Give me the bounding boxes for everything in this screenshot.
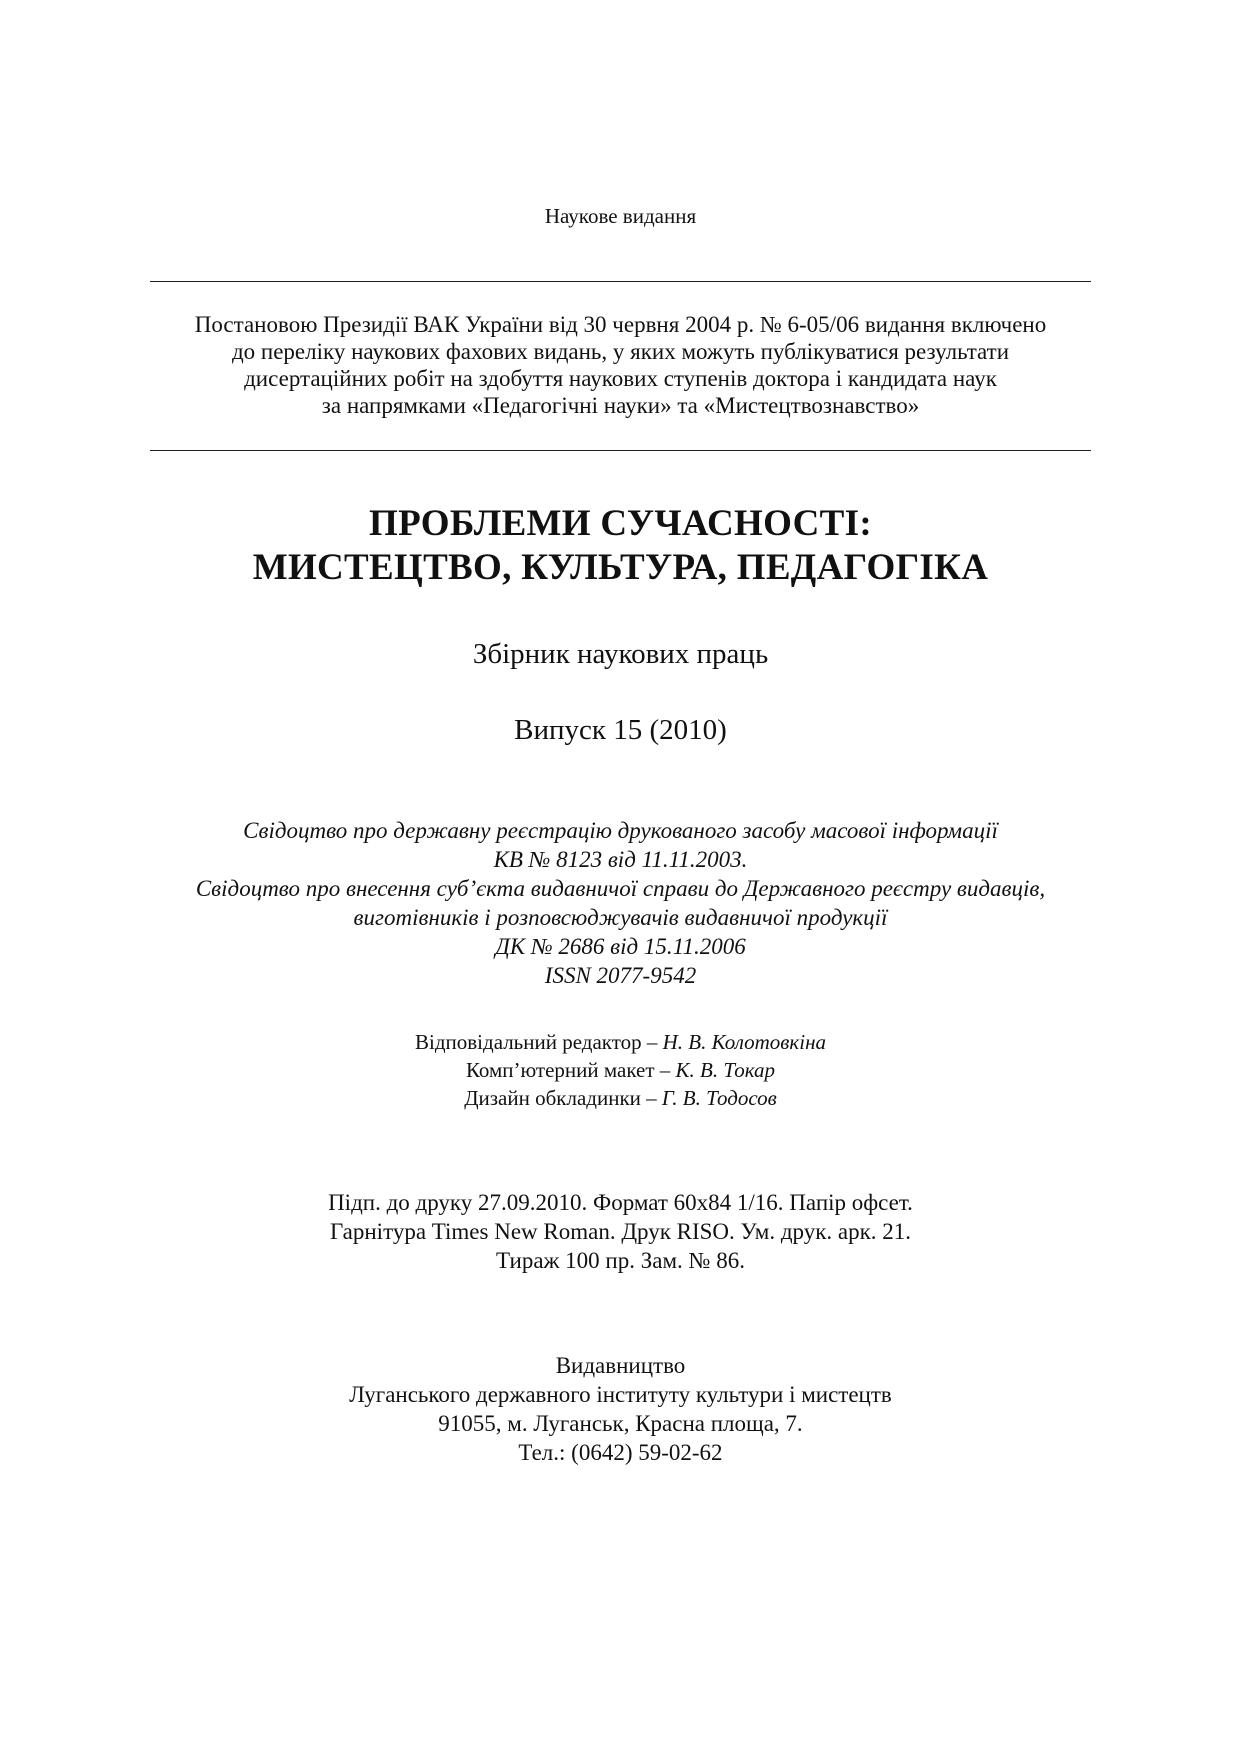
subtitle-text: Збірник наукових праць [472, 638, 769, 670]
certificate-line: виготівників і розповсюджувачів видавничої продукції [353, 905, 888, 930]
vak-notice-line: за напрямками «Педагогічні науки» та «Мистецтвознавство» [321, 393, 920, 418]
certificate-line: КВ № 8123 від 11.11.2003. [493, 847, 748, 872]
credit-name: Г. В. Тодосов [661, 1086, 777, 1110]
print-details [150, 1188, 1091, 1275]
vak-notice-line: Постановою Президії ВАК України від 30 червня 2004 р. № 6-05/06 видання включено [194, 312, 1047, 337]
certificate-line: Свідоцтво про державну реєстрацію друкованого засобу масової інформації [243, 818, 998, 843]
publication-type-label: Наукове видання [544, 204, 697, 228]
publisher-line: Луганського державного інституту культури і мистецтв [349, 1382, 892, 1407]
title-line-1: ПРОБЛЕМИ СУЧАСНОСТІ: [369, 503, 872, 544]
divider-top [150, 281, 1091, 282]
publication-type [150, 202, 1091, 230]
certificate-line: ДК № 2686 від 15.11.2006 [495, 934, 746, 959]
vak-notice-line: до переліку наукових фахових видань, у яких можуть публікуватися результати [231, 339, 1010, 364]
divider-bottom [150, 450, 1091, 451]
credit-name: К. В. Токар [675, 1058, 776, 1082]
publication-title [150, 502, 1091, 590]
credit-role: Комп’ютерний макет – [465, 1058, 676, 1082]
credits [150, 1028, 1091, 1112]
vak-notice-line: дисертаційних робіт на здобуття наукових ступенів доктора і кандидата наук [244, 366, 997, 391]
credit-layout [150, 1056, 1091, 1084]
registration-certificates [150, 816, 1091, 990]
issue-number [150, 712, 1091, 748]
publisher-phone: Тел.: (0642) 59-02-62 [518, 1440, 723, 1465]
title-line-2: МИСТЕЦТВО, КУЛЬТУРА, ПЕДАГОГІКА [252, 547, 989, 588]
credit-role: Дизайн обкладинки – [464, 1086, 662, 1110]
publisher-line: Видавництво [555, 1353, 686, 1378]
issn-line: ISSN 2077-9542 [544, 963, 697, 988]
credit-role: Відповідальний редактор – [415, 1030, 663, 1054]
credit-cover-design [150, 1084, 1091, 1112]
publication-subtitle [150, 636, 1091, 672]
vak-notice [150, 311, 1091, 419]
certificate-line: Свідоцтво про внесення суб’єкта видавничої справи до Державного реєстру видавців, [195, 876, 1046, 901]
print-line: Підп. до друку 27.09.2010. Формат 60х84 1/16. Папір офсет. [328, 1190, 913, 1215]
issue-text: Випуск 15 (2010) [514, 714, 727, 746]
publisher-info [150, 1351, 1091, 1467]
print-line: Гарнітура Times New Roman. Друк RISO. Ум. друк. арк. 21. [329, 1219, 912, 1244]
print-line: Тираж 100 пр. Зам. № 86. [496, 1248, 745, 1273]
credit-name: Н. В. Колотовкіна [662, 1030, 826, 1054]
publisher-address: 91055, м. Луганськ, Красна площа, 7. [438, 1411, 803, 1436]
credit-editor [150, 1028, 1091, 1056]
